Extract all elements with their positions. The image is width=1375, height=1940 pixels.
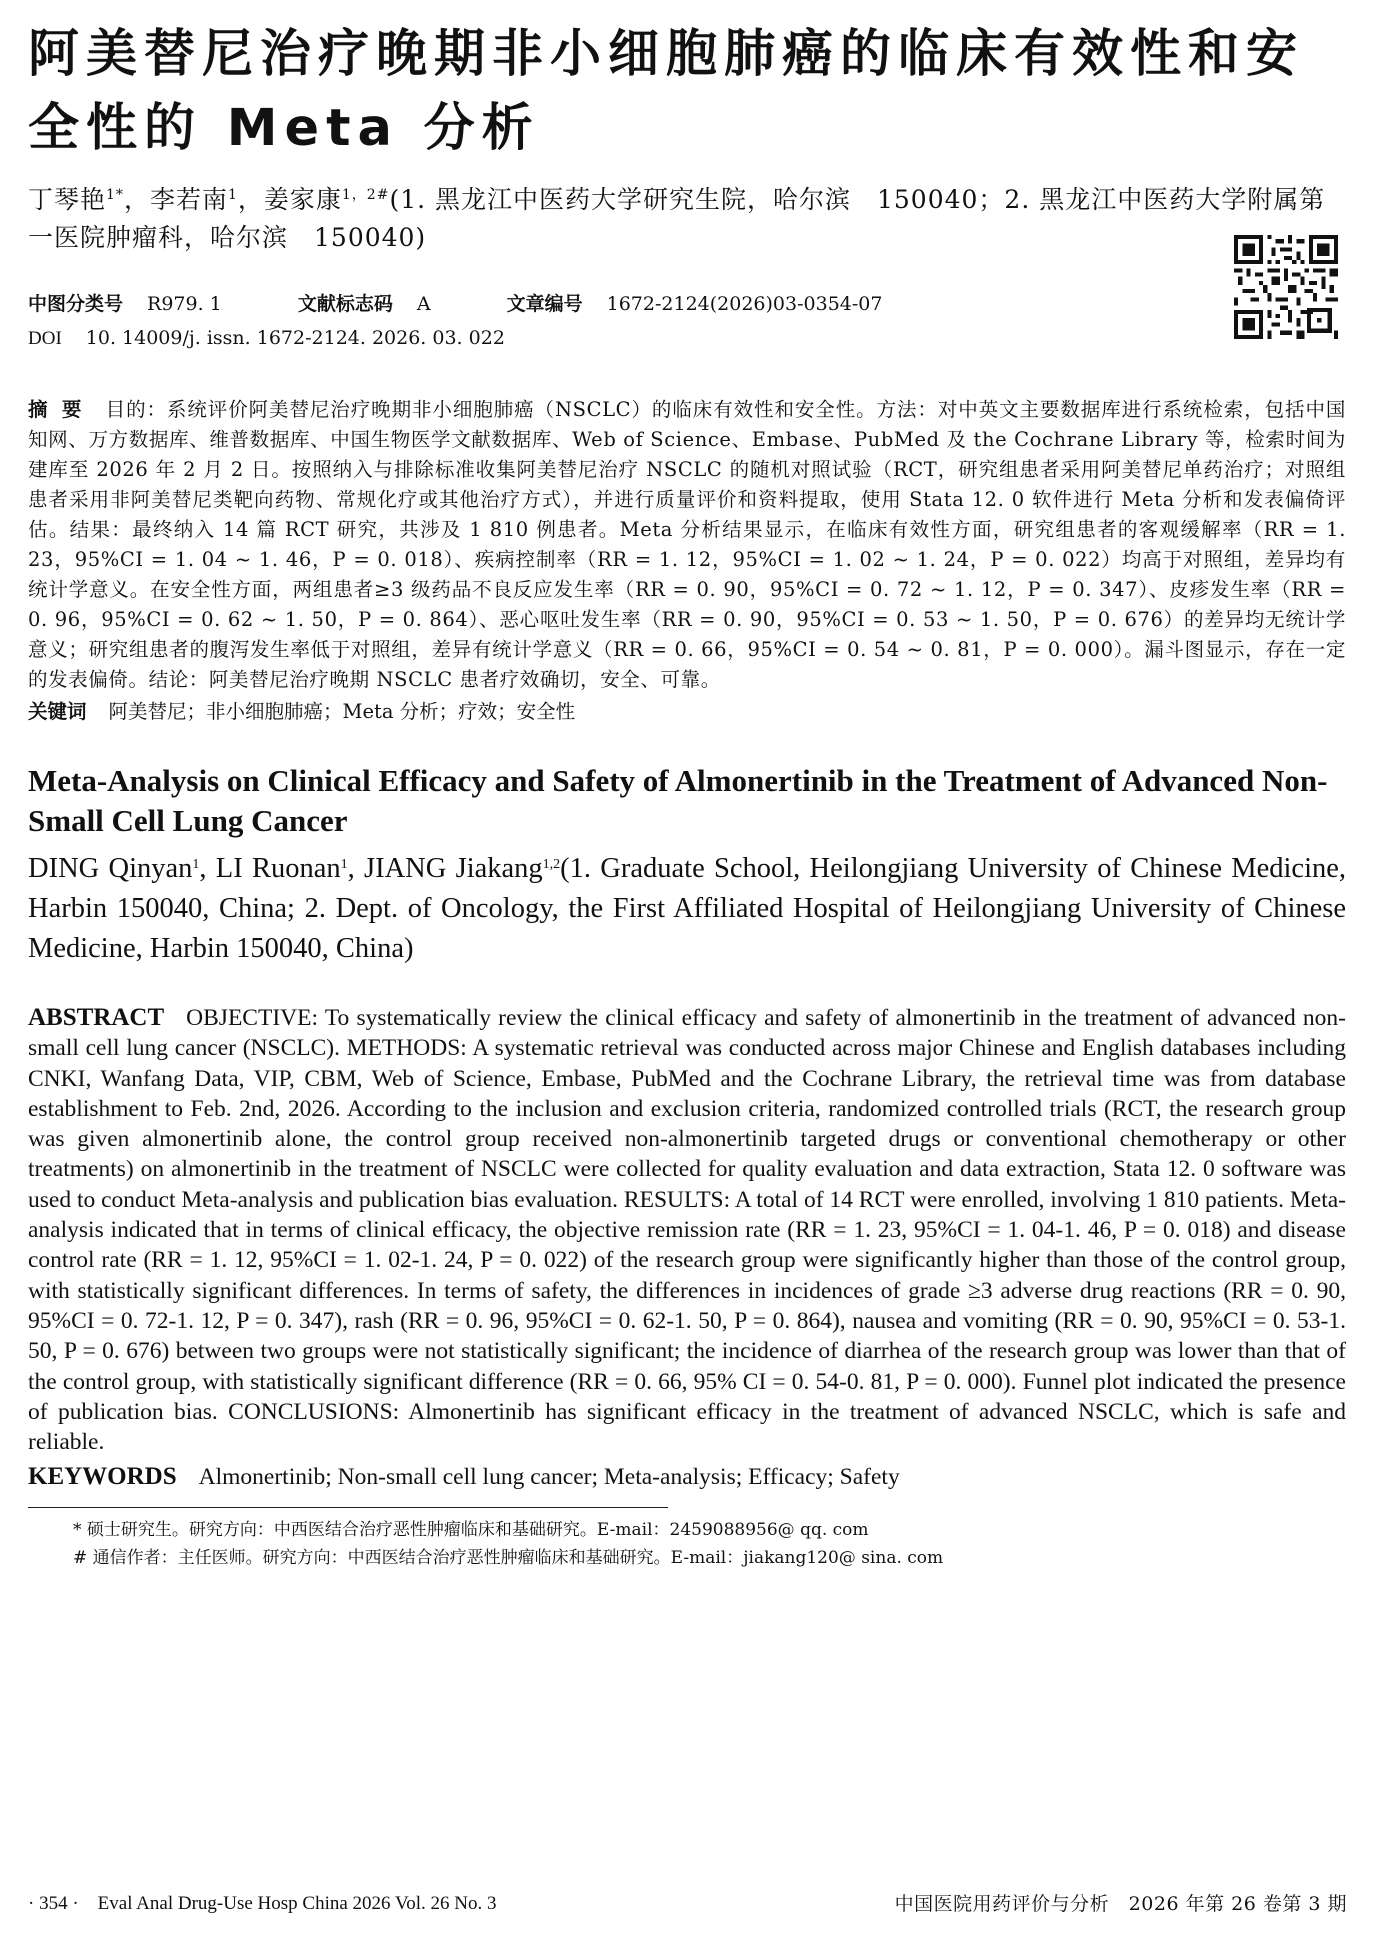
- english-author-1: DING Qinyan: [28, 853, 193, 884]
- chinese-affiliation: (1. 黑龙江中医药大学研究生院，哈尔滨 150040；2. 黑龙江中医药大学附属第一医院肿瘤科，哈尔滨 150040): [28, 185, 1326, 252]
- english-keywords: [28, 1461, 1346, 1493]
- author-1: 丁琴艳: [28, 185, 107, 214]
- chinese-keywords: [28, 697, 1346, 727]
- english-abstract-text: OBJECTIVE: To systematically review the clinical efficacy and safety of almonertinib in the treatment of advanced non-small cell lung cancer (NSCLC). METHODS: A systematic retrieval was conducted across major Chinese and English databases including CNKI, Wanfang Data, VIP, CBM, Web of Science, Embase, PubMed and the Cochrane Library, the retrieval time was from database establishment to Feb. 2nd, 2026. According to the inclusion and exclusion criteria, randomized controlled trials (RCT, the research group was given almonertinib alone, the control group received non-almonertinib targeted drugs or conventional chemotherapy or other treatments) on almonertinib in the treatment of NSCLC were collected for quality evaluation and data extraction, Stata 12. 0 software was used to conduct Meta-analysis and publication bias evaluation. RESULTS: A total of 14 RCT were enrolled, involving 1 810 patients. Meta-analysis indicated that in terms of clinical efficacy, the objective remission rate (RR = 1. 23, 95%CI = 1. 04-1. 46, P = 0. 018) and disease control rate (RR = 1. 12, 95%CI = 1. 02-1. 24, P = 0. 022) of the research group were significantly higher than those of the control group, with statistically significant differences. In terms of safety, the differences in incidences of grade ≥3 adverse drug reactions (RR = 0. 90, 95%CI = 0. 72-1. 12, P = 0. 347), rash (RR = 0. 96, 95%CI = 0. 62-1. 50, P = 0. 864), nausea and vomiting (RR = 0. 90, 95%CI = 0. 53-1. 50, P = 0. 676) between two groups were not statistically significant; the incidence of diarrhea of the research group was lower than that of the control group, with statistically significant difference (RR = 0. 66, 95% CI = 0. 54-0. 81, P = 0. 000). Funnel plot indicated the presence of publication bias. CONCLUSIONS: Almonertinib has significant efficacy in the treatment of advanced NSCLC, which is safe and reliable.: [28, 1005, 1346, 1456]
- article-number-label: 文章编号: [506, 293, 583, 315]
- classification-line: [28, 289, 952, 316]
- english-keywords-label: KEYWORDS: [28, 1463, 177, 1491]
- english-author-2: , LI Ruonan: [199, 853, 341, 884]
- english-keywords-text: Almonertinib; Non-small cell lung cancer; Meta-analysis; Efficacy; Safety: [198, 1464, 900, 1491]
- footer-journal-cn: 中国医院用药评价与分析 2026 年第 26 卷第 3 期: [894, 1893, 1347, 1915]
- clc-value: R979. 1: [147, 293, 222, 315]
- chinese-title: 阿美替尼治疗晚期非小细胞肺癌的临床有效性和安全性的 Meta 分析: [28, 25, 1305, 158]
- english-title: Meta-Analysis on Clinical Efficacy and Safety of Almonertinib in the Treatment of Advanced Non-Small Cell Lung Cancer: [28, 763, 1328, 838]
- author-3: ，姜家康: [237, 185, 342, 214]
- chinese-abstract-label: 摘要: [28, 398, 96, 421]
- footnote-first-author: * 硕士研究生。研究方向：中西医结合治疗恶性肿瘤临床和基础研究。E-mail：2459088956@ qq. com: [73, 1520, 869, 1541]
- doc-code-label: 文献标志码: [297, 293, 393, 315]
- english-author-3-affiliation-mark: 1,2: [542, 857, 561, 872]
- english-author-3: , JIANG Jiakang: [347, 853, 543, 884]
- doi-value: 10. 14009/j. issn. 1672-2124. 2026. 03. 022: [85, 327, 505, 349]
- english-abstract-label: ABSTRACT: [28, 1004, 165, 1031]
- english-affiliation: (1. Graduate School, Heilongjiang University of Chinese Medicine, Harbin 150040, China; 2. Dept. of Oncology, the First Affiliated Hospital of Heilongjiang University of Chinese Medicine, Harbin 150040, China): [28, 853, 1347, 964]
- english-author-2-affiliation-mark: 1: [340, 857, 348, 872]
- doi-line: [28, 327, 505, 350]
- article-number-value: 1672-2124(2026)03-0354-07: [606, 293, 883, 315]
- chinese-keywords-text: 阿美替尼；非小细胞肺癌；Meta 分析；疗效；安全性: [108, 700, 576, 723]
- english-abstract: [28, 1003, 1346, 1457]
- doc-code-value: A: [416, 293, 431, 315]
- chinese-abstract: [28, 395, 1346, 695]
- article-metadata: [28, 275, 1346, 365]
- clc-label: 中图分类号: [28, 293, 124, 315]
- chinese-abstract-text: 目的：系统评价阿美替尼治疗晚期非小细胞肺癌（NSCLC）的临床有效性和安全性。方法：对中英文主要数据库进行系统检索，包括中国知网、万方数据库、维普数据库、中国生物医学文献数据库、Web of Science、Embase、PubMed 及 the Cochrane Library 等，检索时间为建库至 2026 年 2 月 2 日。按照纳入与排除标准收集阿美替尼治疗 NSCLC 的随机对照试验（RCT，研究组患者采用阿美替尼单药治疗；对照组患者采用非阿美替尼类靶向药物、常规化疗或其他治疗方式），并进行质量评价和资料提取，使用 Stata 12. 0 软件进行 Meta 分析和发表偏倚评估。结果：最终纳入 14 篇 RCT 研究，共涉及 1 810 例患者。Meta 分析结果显示，在临床有效性方面，研究组患者的客观缓解率（RR = 1. 23，95%CI = 1. 04 ~ 1. 46，P = 0. 018）、疾病控制率（RR = 1. 12，95%CI = 1. 02 ~ 1. 24，P = 0. 022）均高于对照组，差异均有统计学意义。在安全性方面，两组患者≥3 级药品不良反应发生率（RR = 0. 90，95%CI = 0. 72 ~ 1. 12，P = 0. 347）、皮疹发生率（RR = 0. 96，95%CI = 0. 62 ~ 1. 50，P = 0. 864）、恶心呕吐发生率（RR = 0. 90，95%CI = 0. 53 ~ 1. 50，P = 0. 676）的差异均无统计学意义；研究组患者的腹泻发生率低于对照组，差异有统计学意义（RR = 0. 66，95%CI = 0. 54 ~ 0. 81，P = 0. 000）。漏斗图显示，存在一定的发表偏倚。结论：阿美替尼治疗晚期 NSCLC 患者疗效确切，安全、可靠。: [28, 398, 1346, 691]
- footer-journal-en: · 354 · Eval Anal Drug-Use Hosp China 2026 Vol. 26 No. 3: [28, 1893, 497, 1914]
- footnotes: [28, 1516, 1346, 1572]
- doi-label: DOI: [28, 328, 62, 349]
- chinese-keywords-label: 关键词: [28, 700, 87, 723]
- footnote-corresponding-author: # 通信作者：主任医师。研究方向：中西医结合治疗恶性肿瘤临床和基础研究。E-mail：jiakang120@ sina. com: [73, 1548, 944, 1569]
- qr-code-icon: [1234, 235, 1338, 339]
- chinese-authors: [28, 176, 1346, 257]
- english-author-1-affiliation-mark: 1: [192, 857, 200, 872]
- author-3-affiliation-mark: 1，2#: [341, 187, 390, 203]
- paper-page: [28, 18, 1346, 1572]
- author-1-affiliation-mark: 1*: [106, 187, 124, 203]
- footnote-divider: [28, 1507, 668, 1508]
- author-2: ，李若南: [123, 185, 228, 214]
- english-authors: [28, 845, 1346, 969]
- author-2-affiliation-mark: 1: [227, 187, 238, 203]
